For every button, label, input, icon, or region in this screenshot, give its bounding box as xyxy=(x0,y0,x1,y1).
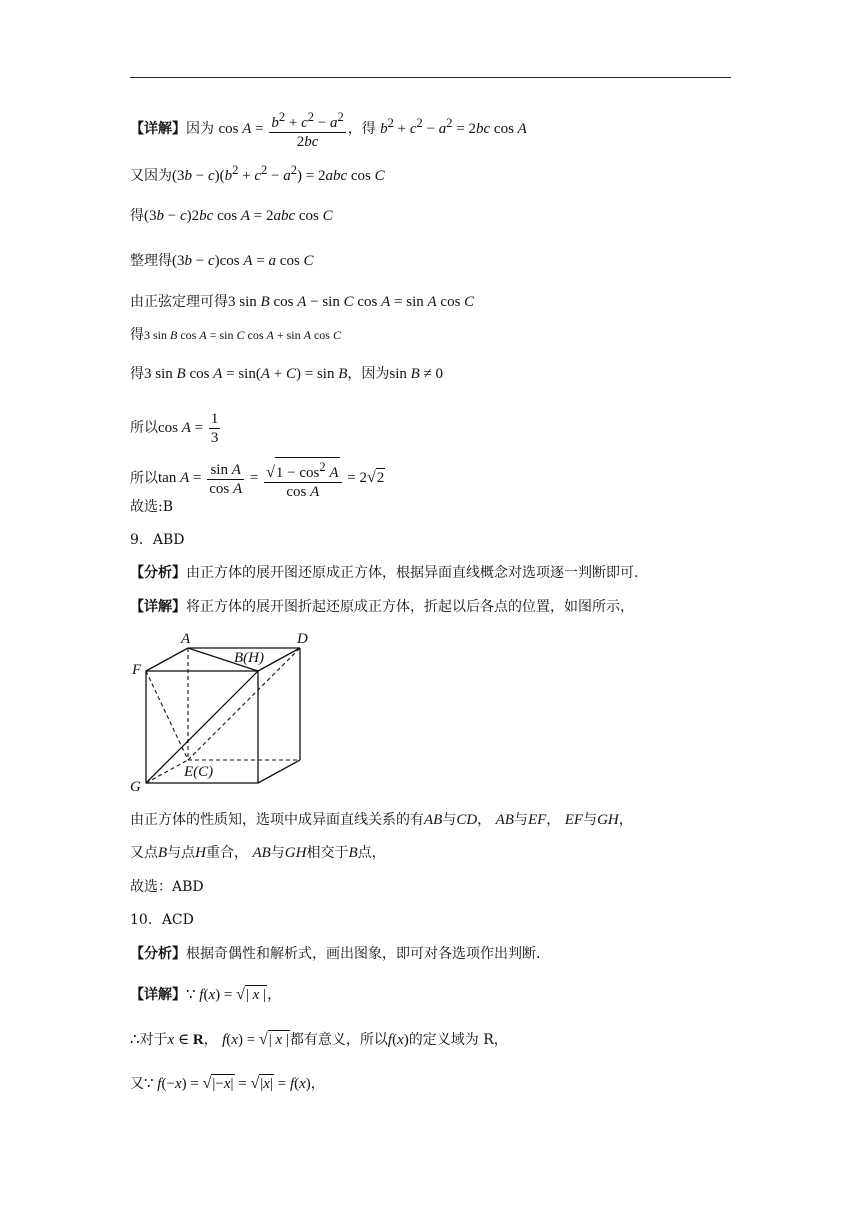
detail-line-1: 【详解】因为 cos A = $\frac{b^2 + c^2 - a^2}{2bc}$ ，得 $b^2 + c^2 - a^2 = 2bc$ cos A xyxy=(130,110,527,150)
cube-diagram xyxy=(130,628,330,798)
detail-line-9: 所以tan A = $\frac{\text{sin A}}{\text{cos A}}$ = $\frac{√1 - \cos^2 A}{\text{cos A}}$ = 2√2 xyxy=(130,457,385,501)
cos-a-formula: cos A = $\frac{b^2 + c^2 - a^2}{2bc}$ xyxy=(218,110,344,150)
q10-detail-3: 又∵ f(−x) = √|−x| = √|x| = f(x)， xyxy=(130,1075,325,1092)
q9-detail: 【详解】将正方体的展开图折起还原成正方体，折起以后各点的位置，如图所示， xyxy=(130,599,634,615)
q9-number: 9．ABD xyxy=(130,532,185,548)
label-g: G xyxy=(130,779,141,795)
detail-line-7: 得3 sin B cos A = sin(A + C) = sin B，因为sin B ≠ 0 xyxy=(130,366,444,382)
q10-number: 10．ACD xyxy=(130,912,194,928)
label-ec: E(C) xyxy=(184,764,214,780)
detail-line-4: 整理得(3b − c)cos A = a cos C xyxy=(130,253,314,269)
q9-coincide-line: 又点B与点H重合， AB与GH相交于B点， xyxy=(130,845,386,861)
cube-figure xyxy=(130,628,330,802)
detail-line-6: 得3 sin B cos A = sin C cos A + sin A cos C xyxy=(130,327,341,343)
detail-line-8: 所以cos A = $\frac{1}{3}$ xyxy=(130,411,219,446)
q9-property-line: 由正方体的性质知，选项中成异面直线关系的有AB与CD， AB与EF， EF与GH， xyxy=(130,812,633,828)
header-rule xyxy=(130,77,731,78)
detail-line-2: 又因为$(3b - c)(b^2 + c^2 - a^2) = 2abc$ cos C xyxy=(130,163,385,184)
q10-detail-1: 【详解】∵ f(x) = √| x |， xyxy=(130,986,282,1003)
q9-analysis: 【分析】由正方体的展开图还原成正方体，根据异面直线概念对选项逐一判断即可. xyxy=(130,565,639,581)
label-f: F xyxy=(132,662,142,678)
detail-line-3: 得(3b − c)2bc cos A = 2abc cos C xyxy=(130,208,333,224)
detail-line-5: 由正弦定理可得3 sin B cos A − sin C cos A = sin A cos C xyxy=(130,294,475,310)
q9-answer: 故选：ABD xyxy=(130,879,204,895)
q10-analysis: 【分析】根据奇偶性和解析式，画出图象，即可对各选项作出判断. xyxy=(130,946,541,962)
label-d: D xyxy=(297,631,308,647)
detail-tag: 【详解】 xyxy=(130,120,186,137)
q10-detail-2: ∴对于x ∈ R， f(x) = √| x |都有意义，所以f(x)的定义域为 R， xyxy=(130,1031,508,1048)
label-a: A xyxy=(181,631,191,647)
label-bh: B(H) xyxy=(234,650,264,666)
answer-line-8: 故选:B xyxy=(130,499,174,515)
